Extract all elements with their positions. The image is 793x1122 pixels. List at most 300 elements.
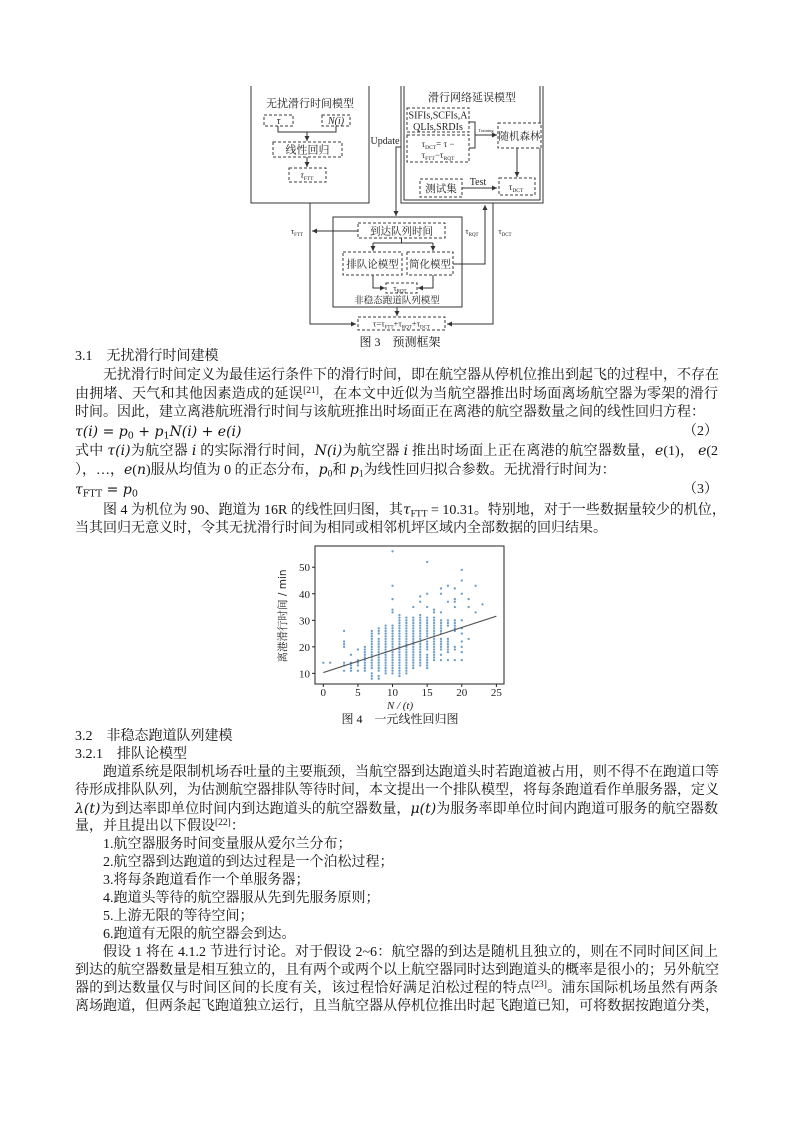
data-point <box>426 635 428 637</box>
data-point <box>391 646 393 648</box>
x-tick-label: 10 <box>387 687 399 699</box>
data-point <box>440 624 442 626</box>
data-point <box>391 640 393 642</box>
data-point <box>350 667 352 669</box>
data-point <box>322 662 324 664</box>
data-point <box>384 646 386 648</box>
y-tick-label: 50 <box>299 562 310 575</box>
text-run: 量，并且提出以下假设 <box>75 819 215 834</box>
data-point <box>384 667 386 669</box>
data-point <box>391 611 393 613</box>
data-point <box>461 646 463 648</box>
data-point <box>384 624 386 626</box>
data-point <box>405 630 407 632</box>
data-point <box>454 622 456 624</box>
text-run: 和 <box>332 463 350 478</box>
equation-expression <box>75 482 138 498</box>
data-point <box>419 656 421 658</box>
data-point <box>371 640 373 642</box>
data-point <box>474 611 476 613</box>
data-point <box>419 632 421 634</box>
data-point <box>391 659 393 661</box>
free-flow-model-title: 无扰滑行时间模型 <box>266 97 354 110</box>
data-point <box>378 638 380 640</box>
data-point <box>412 662 414 664</box>
paragraph-line: 待形成排队队列，为估测航空器排队等待时间，本文提出一个排队模型，将每条跑道看作单服务器，定义 <box>75 783 719 798</box>
data-point <box>447 601 449 603</box>
math-variable: τ(i) <box>75 424 99 440</box>
features-line-2: QLIs,SRDIs <box>413 122 463 133</box>
data-point <box>454 601 456 603</box>
tau-input-label: τ <box>276 116 281 127</box>
data-point <box>419 630 421 632</box>
data-point <box>412 624 414 626</box>
data-point <box>343 630 345 632</box>
data-point <box>398 651 400 653</box>
data-point <box>391 627 393 629</box>
data-point <box>371 678 373 680</box>
text-run: (2 <box>706 444 719 459</box>
text-run: 式中 <box>75 444 108 459</box>
data-point <box>350 670 352 672</box>
math-variable: p <box>154 424 164 440</box>
data-point <box>447 646 449 648</box>
section-3-2-heading <box>75 728 233 746</box>
data-point <box>398 624 400 626</box>
data-point <box>398 619 400 621</box>
data-point <box>371 630 373 632</box>
data-point <box>364 664 366 666</box>
data-point <box>481 603 483 605</box>
data-point <box>419 662 421 664</box>
data-point <box>426 648 428 650</box>
data-point <box>398 670 400 672</box>
data-point <box>440 630 442 632</box>
math-variable: n <box>136 462 146 478</box>
data-point <box>461 619 463 621</box>
data-point <box>461 640 463 642</box>
data-point <box>405 624 407 626</box>
data-point <box>461 569 463 571</box>
citation-ref: [22] <box>215 817 231 828</box>
section-title: 无扰滑行时间建模 <box>106 349 219 364</box>
text-run: (1)， <box>663 444 699 459</box>
data-point <box>433 646 435 648</box>
math-variable: e <box>124 462 133 478</box>
data-point <box>398 654 400 656</box>
data-point <box>405 670 407 672</box>
n-i-input-label: N(i) <box>327 116 345 127</box>
delay-model-title: 滑行网络延误模型 <box>428 91 516 104</box>
data-point <box>378 648 380 650</box>
data-point <box>412 619 414 621</box>
data-point <box>412 640 414 642</box>
data-point <box>398 635 400 637</box>
data-point <box>391 630 393 632</box>
data-point <box>426 643 428 645</box>
data-point <box>447 648 449 650</box>
data-point <box>398 622 400 624</box>
data-point <box>433 643 435 645</box>
text-run: 。浦东国际机场虽然有两条 <box>546 981 719 996</box>
assumption-item: 4.跑道头等待的航空器服从先到先服务原则； <box>103 891 380 906</box>
y-tick-label: 10 <box>299 668 310 681</box>
data-point <box>419 601 421 603</box>
data-point <box>371 662 373 664</box>
y-axis-label: 离港滑行时间 / min <box>277 569 289 663</box>
text-run: 的实际滑行时间， <box>196 444 315 459</box>
queueing-to-rqt-arrow <box>373 275 385 288</box>
math-variable: p <box>318 462 328 478</box>
math-variable: e <box>655 443 664 459</box>
data-point <box>384 670 386 672</box>
data-point <box>391 654 393 656</box>
data-point <box>426 656 428 658</box>
data-point <box>426 654 428 656</box>
data-point <box>398 643 400 645</box>
data-point <box>412 656 414 658</box>
data-point <box>440 587 442 589</box>
assumption-item: 5.上游无限的等待空间； <box>103 909 254 924</box>
data-point <box>433 622 435 624</box>
math-variable: p <box>349 462 359 478</box>
text-run: 为航空器 <box>342 444 404 459</box>
text-run: = <box>102 482 123 498</box>
data-point <box>426 619 428 621</box>
math-variable: p <box>118 424 128 440</box>
text-run: 为到达率即单位时间内到达跑道头的航空器数量， <box>100 802 411 817</box>
data-point <box>426 632 428 634</box>
y-tick-label: 30 <box>299 615 310 628</box>
text-run: 为线性回归拟合参数。无扰滑行时间为： <box>363 463 616 478</box>
data-point <box>391 635 393 637</box>
figure3-caption: 图 3 预测框架 <box>359 335 441 349</box>
data-point <box>384 648 386 650</box>
data-point <box>426 664 428 666</box>
data-point <box>419 664 421 666</box>
queue-model-title: 非稳态跑道队列模型 <box>354 295 440 307</box>
dct-flow-label: $\tau_{DCT}$ <box>498 227 512 238</box>
paragraph-line <box>75 818 718 836</box>
data-point <box>433 659 435 661</box>
tau-rqt-output-label: τRQT <box>393 284 407 295</box>
data-point <box>391 667 393 669</box>
data-point <box>454 659 456 661</box>
rqt-flow-label: $\tau_{RQT}$ <box>465 227 479 238</box>
data-point <box>405 619 407 621</box>
section-title: 排队论模型 <box>117 747 187 762</box>
y-tick-label: 20 <box>299 641 310 654</box>
data-point <box>405 659 407 661</box>
data-point <box>364 648 366 650</box>
data-point <box>447 624 449 626</box>
data-point <box>405 651 407 653</box>
text-run: 推出时场面上正在离港的航空器数量， <box>408 444 656 459</box>
data-point <box>440 638 442 640</box>
data-point <box>371 638 373 640</box>
data-point <box>398 675 400 677</box>
data-point <box>440 593 442 595</box>
data-point <box>391 670 393 672</box>
test-label: Test <box>469 177 487 188</box>
arrival-split-connector <box>373 238 433 243</box>
data-point <box>371 646 373 648</box>
data-point <box>419 654 421 656</box>
data-point <box>474 585 476 587</box>
data-point <box>371 667 373 669</box>
data-point <box>426 624 428 626</box>
data-point <box>364 662 366 664</box>
data-point <box>371 643 373 645</box>
target-formula-line-2: $\tau_{FTT}-\tau_{RQT}$ <box>421 150 455 162</box>
text-run: ： <box>230 819 245 834</box>
paragraph-line <box>103 501 726 520</box>
data-point <box>364 651 366 653</box>
subscript: 0 <box>327 469 333 480</box>
paragraph-line <box>75 461 718 479</box>
data-point <box>343 646 345 648</box>
data-point <box>405 672 407 674</box>
data-point <box>433 611 435 613</box>
data-point <box>433 627 435 629</box>
data-point <box>440 646 442 648</box>
data-point <box>405 640 407 642</box>
data-point <box>378 646 380 648</box>
data-point <box>398 656 400 658</box>
data-point <box>391 672 393 674</box>
data-point <box>391 550 393 552</box>
data-point <box>454 648 456 650</box>
data-point <box>440 619 442 621</box>
section-number: 3.2.1 <box>75 747 103 762</box>
data-point <box>378 662 380 664</box>
math-variable: e <box>698 443 707 459</box>
math-variable: τ <box>402 502 411 518</box>
data-point <box>405 635 407 637</box>
update-label: Update <box>370 136 400 147</box>
text-run: )服从均值为 0 的正态分布， <box>146 463 319 478</box>
math-variable: e(i) <box>217 424 242 440</box>
training-label: Training <box>478 128 494 133</box>
paragraph-line <box>75 386 718 404</box>
data-point <box>426 662 428 664</box>
data-point <box>371 635 373 637</box>
math-variable: p <box>122 482 132 498</box>
data-point <box>412 606 414 608</box>
data-point <box>384 659 386 661</box>
subscript: 1 <box>163 430 170 442</box>
subscript: FTT <box>410 509 428 520</box>
data-point <box>419 617 421 619</box>
data-point <box>371 632 373 634</box>
data-point <box>398 614 400 616</box>
data-point <box>398 659 400 661</box>
citation-ref: [23] <box>531 979 547 990</box>
math-variable: N(i) <box>169 424 198 440</box>
data-point <box>419 648 421 650</box>
data-point <box>419 643 421 645</box>
data-point <box>468 598 470 600</box>
data-point <box>412 627 414 629</box>
data-point <box>371 654 373 656</box>
features-line-1: SIFIs,SCFIs,A <box>408 110 468 122</box>
text-run: ，在本文中近似为当航空器推出时场面离场航空器为零架的滑行 <box>318 387 719 402</box>
data-point <box>447 651 449 653</box>
data-point <box>454 606 456 608</box>
data-point <box>461 632 463 634</box>
data-point <box>440 654 442 656</box>
data-point <box>378 667 380 669</box>
data-point <box>433 609 435 611</box>
data-point <box>405 654 407 656</box>
text-run: 图 4 为机位为 90、跑道为 16R 的线性回归图，其 <box>103 503 403 518</box>
data-point <box>398 630 400 632</box>
text-run: ( <box>132 463 137 478</box>
axes-group <box>299 546 504 699</box>
data-point <box>447 622 449 624</box>
data-point <box>343 662 345 664</box>
data-point <box>378 659 380 661</box>
data-point <box>398 672 400 674</box>
data-point <box>412 659 414 661</box>
regression-fit-line <box>323 616 496 672</box>
subscript: 0 <box>127 430 134 442</box>
data-point <box>357 648 359 650</box>
data-point <box>405 617 407 619</box>
paragraph-line: 假设 1 将在 4.1.2 节进行讨论。对于假设 2~6：航空器的到达是随机且独立的，则在不同时间区间上 <box>103 945 718 960</box>
data-point <box>384 638 386 640</box>
text-run: 为服务率即单位时间内跑道可服务的航空器数 <box>436 802 719 817</box>
data-point <box>391 651 393 653</box>
paragraph-line <box>75 980 718 998</box>
data-point <box>433 651 435 653</box>
data-point <box>391 598 393 600</box>
equation-3 <box>75 481 718 499</box>
data-point <box>384 640 386 642</box>
data-point <box>371 675 373 677</box>
data-point <box>433 630 435 632</box>
data-point <box>419 622 421 624</box>
data-point <box>447 585 449 587</box>
data-point <box>419 635 421 637</box>
data-point <box>398 662 400 664</box>
data-point <box>371 672 373 674</box>
data-point <box>350 664 352 666</box>
data-point <box>384 672 386 674</box>
data-point <box>405 648 407 650</box>
subscript: FTT <box>82 488 103 500</box>
text-run: = <box>98 424 119 440</box>
data-point <box>364 646 366 648</box>
data-point <box>433 632 435 634</box>
data-point <box>426 622 428 624</box>
x-tick-label: 15 <box>421 687 433 699</box>
section-3-1-heading <box>75 348 219 366</box>
data-point <box>371 659 373 661</box>
x-tick-label: 5 <box>355 687 361 699</box>
data-point <box>461 651 463 653</box>
data-point <box>454 598 456 600</box>
y-tick-label: 40 <box>299 588 310 601</box>
data-point <box>378 640 380 642</box>
data-point <box>405 662 407 664</box>
data-point <box>412 632 414 634</box>
data-point <box>440 659 442 661</box>
queueing-model-label: 排队论模型 <box>346 258 399 271</box>
paragraph-line: 时间。因此，建立离港航班滑行时间与该航班推出时场面正在离港的航空器数量之间的线性回归方程： <box>75 405 705 420</box>
data-point <box>384 630 386 632</box>
data-point <box>440 627 442 629</box>
data-points-group <box>322 550 496 680</box>
data-point <box>405 627 407 629</box>
data-point <box>398 617 400 619</box>
data-point <box>384 656 386 658</box>
simplified-to-rqt-arrow <box>418 275 433 288</box>
data-point <box>405 632 407 634</box>
data-point <box>419 659 421 661</box>
equation-2 <box>75 423 718 441</box>
data-point <box>371 648 373 650</box>
data-point <box>426 667 428 669</box>
data-point <box>468 638 470 640</box>
math-variable: i <box>403 443 409 459</box>
data-point <box>412 646 414 648</box>
data-point <box>398 664 400 666</box>
data-point <box>329 662 331 664</box>
data-point <box>461 579 463 581</box>
section-number: 3.1 <box>75 349 93 364</box>
data-point <box>343 670 345 672</box>
assumption-item: 2.航空器到达跑道的到达过程是一个泊松过程； <box>103 855 394 870</box>
math-variable: λ(t) <box>75 801 101 817</box>
math-variable: i <box>191 443 197 459</box>
data-point <box>426 561 428 563</box>
assumption-item: 1.航空器服务时间变量服从爱尔兰分布； <box>103 837 352 852</box>
data-point <box>426 627 428 629</box>
total-time-formula: $\tau=\tau_{FTT}+\tau_{RQT}+\tau_{DCT}$ <box>373 318 430 331</box>
data-point <box>433 619 435 621</box>
section-number: 3.2 <box>75 729 93 744</box>
data-point <box>364 654 366 656</box>
data-point <box>405 638 407 640</box>
data-point <box>440 640 442 642</box>
data-point <box>378 670 380 672</box>
target-formula-line-1: $\tau_{DCT}= \tau$ − <box>421 139 455 151</box>
data-point <box>384 664 386 666</box>
data-point <box>419 627 421 629</box>
data-point <box>384 654 386 656</box>
paragraph-line: 离场跑道，但两条起飞跑道独立运行，且当航空器从停机位推出时起飞跑道已知，可将数据按跑道分类， <box>75 999 719 1014</box>
figure4-caption: 图 4 一元线性回归图 <box>341 712 459 726</box>
subscript: 0 <box>131 488 138 500</box>
text-run: 为航空器 <box>130 444 192 459</box>
data-point <box>461 659 463 661</box>
citation-ref: [21] <box>303 385 319 396</box>
data-point <box>454 646 456 648</box>
data-point <box>412 651 414 653</box>
equation-number: （3） <box>683 482 718 497</box>
data-point <box>384 643 386 645</box>
data-point <box>454 619 456 621</box>
training-bracket <box>469 122 475 148</box>
data-point <box>398 638 400 640</box>
data-point <box>364 667 366 669</box>
data-point <box>391 662 393 664</box>
data-point <box>405 667 407 669</box>
paragraph-line: 到达的航空器数量是相互独立的，且有两个或两个以上航空器同时达到跑道头的概率是很小的；另外航空 <box>75 963 719 978</box>
data-point <box>391 664 393 666</box>
data-point <box>440 648 442 650</box>
